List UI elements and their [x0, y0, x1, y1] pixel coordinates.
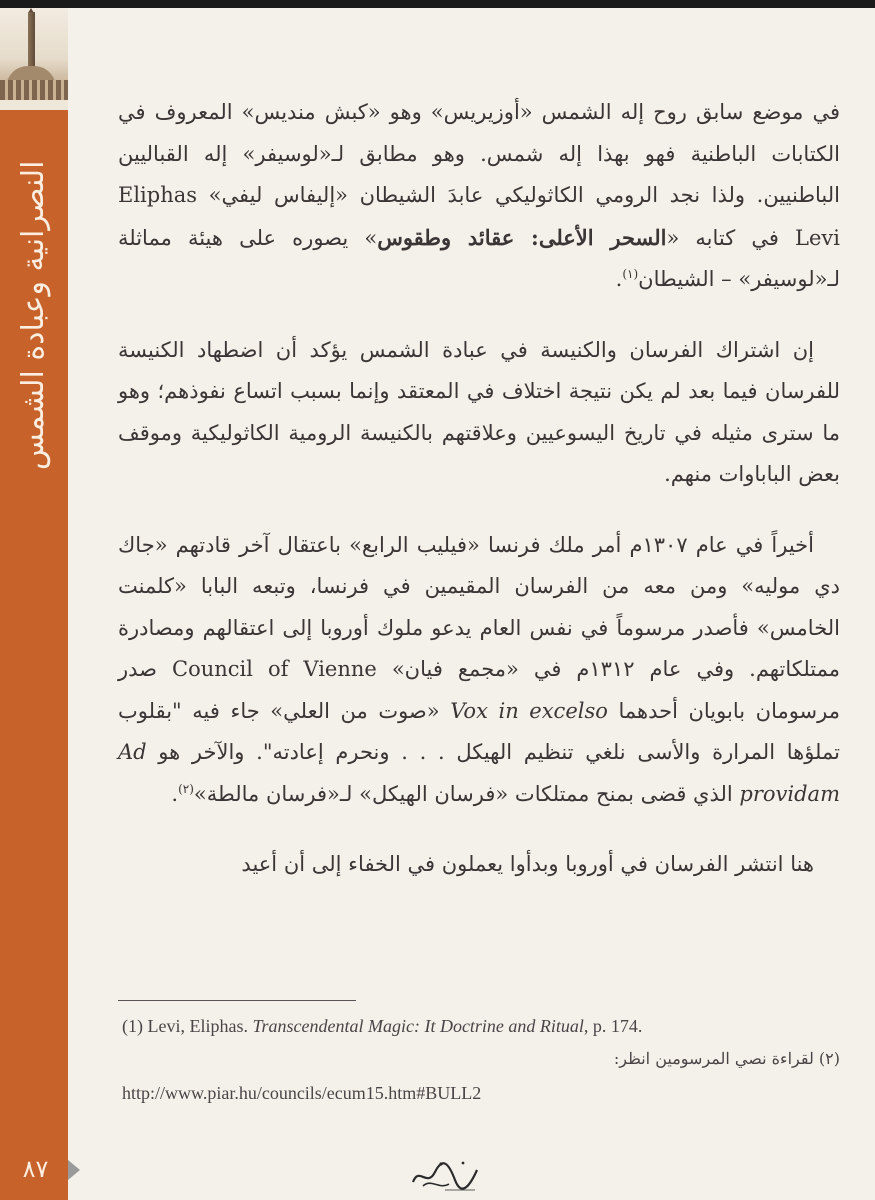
footnote-1: (1) Levi, Eliphas. Transcendental Magic: It Doctrine and Ritual, p. 174. [122, 1016, 643, 1036]
paragraph-1: في موضع سابق روح إله الشمس «أوزيريس» وهو «كبش منديس» المعروف في الكتابات الباطنية فهو بهذا إله شمس. وهو مطابق لـ«لوسيفر» إله القباليين الباطنيين. ولذا نجد الرومي الكاثوليكي عابدَ الشيطان «إليفاس ليفي» Eliphas Levi في كتابه «السحر الأعلى: عقائد وطقوس» يصوره على هيئة مماثلة لـ«لوسيفر» – الشيطان$^{(١)}$. [118, 100, 840, 291]
book-title-bold: السحر الأعلى: عقائد وطقوس [377, 224, 667, 250]
page-arrow-icon [68, 1160, 80, 1180]
page-number: ٨٧ [22, 1155, 49, 1183]
colonnade [0, 80, 68, 100]
footnote-ref-2[interactable]: (٢) [178, 781, 194, 796]
footnote-ref-1[interactable]: (١) [622, 267, 639, 281]
publisher-calligraphy-logo [405, 1158, 485, 1194]
top-bar [0, 0, 875, 8]
footnote-2-url[interactable]: http://www.piar.hu/councils/ecum15.htm#BULL2 [122, 1083, 482, 1103]
footnote-divider [118, 1000, 356, 1001]
footnote-2: (٢) لقراءة نصي المرسومين انظر: [613, 1049, 840, 1068]
cover-thumbnail-image [0, 8, 68, 100]
latin-name: Eliphas Levi [118, 183, 840, 250]
page-body [118, 92, 840, 886]
running-book-title: النصرانية وعبادة الشمس [16, 160, 51, 470]
paragraph-3: أخيراً في عام ١٣٠٧م أمر ملك فرنسا «فيليب الرابع» باعتقال آخر قادتهم «جاك دي موليه» ومن معه من الفرسان المقيمين في فرنسا، وتبعه البابا «كلمنت الخامس» فأصدر مرسوماً في نفس العام يدعو ملوك أوروبا إلى اعتقالهم ومصادرة ممتلكاتهم. وفي عام ١٣١٢م في «مجمع فيان» Council of Vienne صدر مرسومان بابويان أحدهما Vox in excelso «صوت من العلي» جاء فيه "بقلوب تملؤها المرارة والأسى نلغي تنظيم الهيكل . . . ونحرم إعادته". والآخر هو Ad providam الذي قضى بمنح ممتلكات «فرسان الهيكل» لـ«فرسان مالطة»$^{(٢)}$. [118, 532, 841, 806]
paragraph-2: إن اشتراك الفرسان والكنيسة في عبادة الشمس يؤكد أن اضطهاد الكنيسة للفرسان فيما بعد لم يكن نتيجة اختلاف في المعتقد وإنما بسبب اتساع نفوذهم؛ وهو ما سترى مثيله في تاريخ اليسوعيين وعلاقتهم بالكنيسة الرومية الكاثوليكية وموقف بعض الباباوات منهم. [118, 337, 840, 486]
paragraph-4: هنا انتشر الفرسان في أوروبا وبدأوا يعملون في الخفاء إلى أن أعيد [241, 852, 814, 876]
latin-council: Council of Vienne [172, 657, 377, 681]
latin-decree-1: Vox in excelso [450, 698, 608, 723]
latin-decree-2: Ad providam [118, 740, 840, 806]
